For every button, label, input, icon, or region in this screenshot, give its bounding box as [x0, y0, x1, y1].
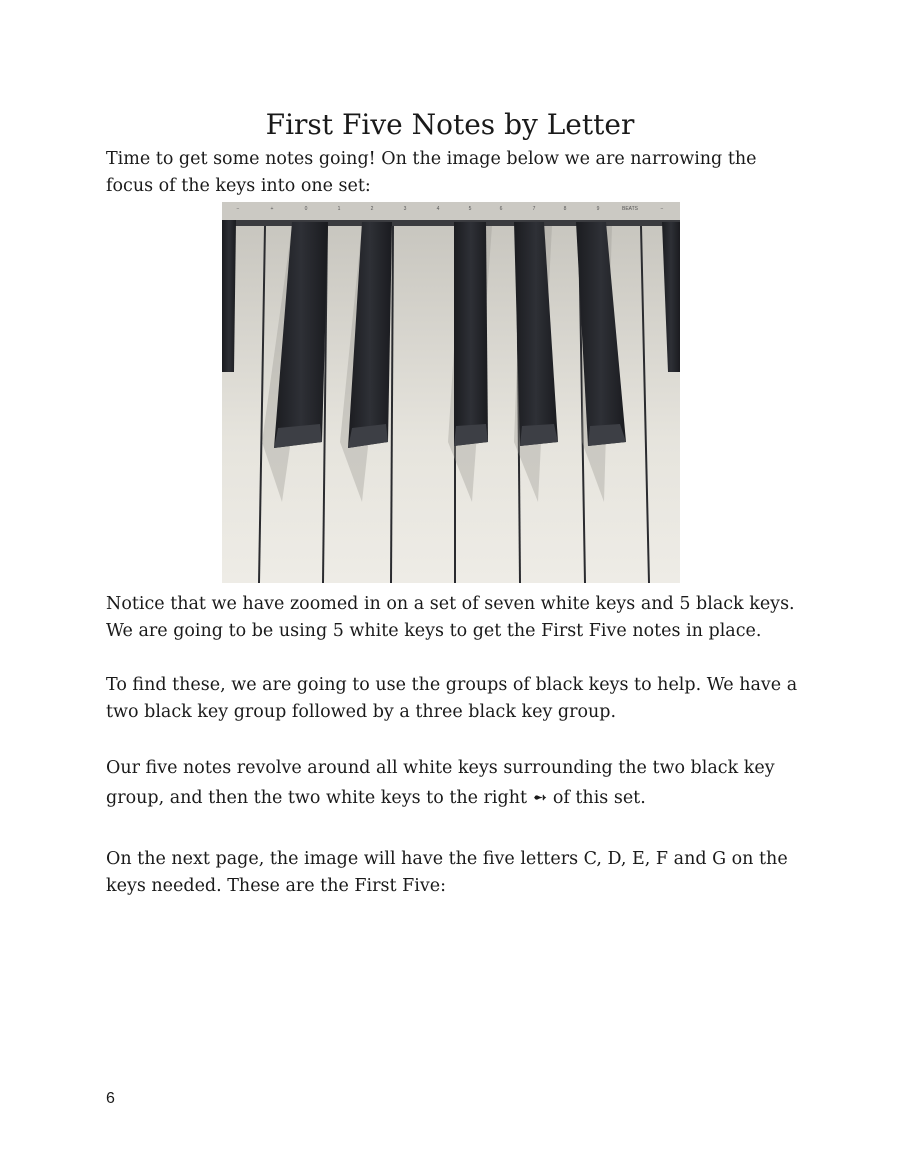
panel-label: + — [270, 206, 274, 212]
intro-paragraph: Time to get some notes going! On the image below we are narrowing the focus of the keys into one set: — [106, 149, 757, 196]
right-arrow-icon: ➻ — [532, 788, 548, 808]
black-key — [454, 222, 488, 446]
panel-label: 3 — [403, 206, 407, 212]
paragraph-text: of this set. — [547, 788, 646, 808]
paragraph-text: Our five notes revolve around all white keys surrounding the two black key group, and then the two white keys to the right — [106, 758, 775, 808]
paragraph-black-key-groups: To find these, we are going to use the groups of black keys to help. We have a two black key group followed by a three black key group. — [106, 675, 798, 722]
control-panel — [222, 202, 680, 222]
panel-label: 4 — [436, 206, 440, 212]
paragraph-next-page: On the next page, the image will have the five letters C, D, E, F and G on the keys needed. These are the First Five: — [106, 849, 788, 896]
piano-keys-photo — [222, 202, 680, 583]
page-number: 6 — [106, 1090, 115, 1107]
panel-label: 6 — [499, 206, 503, 212]
panel-label: BEATS — [621, 206, 639, 212]
panel-label: − — [236, 206, 240, 212]
white-key — [392, 226, 454, 583]
panel-label: 5 — [468, 206, 472, 212]
panel-label: 8 — [563, 206, 567, 212]
panel-label: − — [660, 206, 664, 212]
panel-label: 2 — [370, 206, 374, 212]
black-key — [222, 220, 236, 372]
panel-label: 7 — [532, 206, 536, 212]
paragraph-zoomed-keys: Notice that we have zoomed in on a set of seven white keys and 5 black keys. We are going to be using 5 white keys to get the First Five notes in place. — [106, 594, 795, 641]
panel-label: 9 — [596, 206, 600, 212]
paragraph-five-notes — [106, 753, 806, 813]
panel-label: 1 — [337, 206, 341, 212]
panel-label: 0 — [304, 206, 308, 212]
page-title: First Five Notes by Letter — [265, 108, 635, 141]
